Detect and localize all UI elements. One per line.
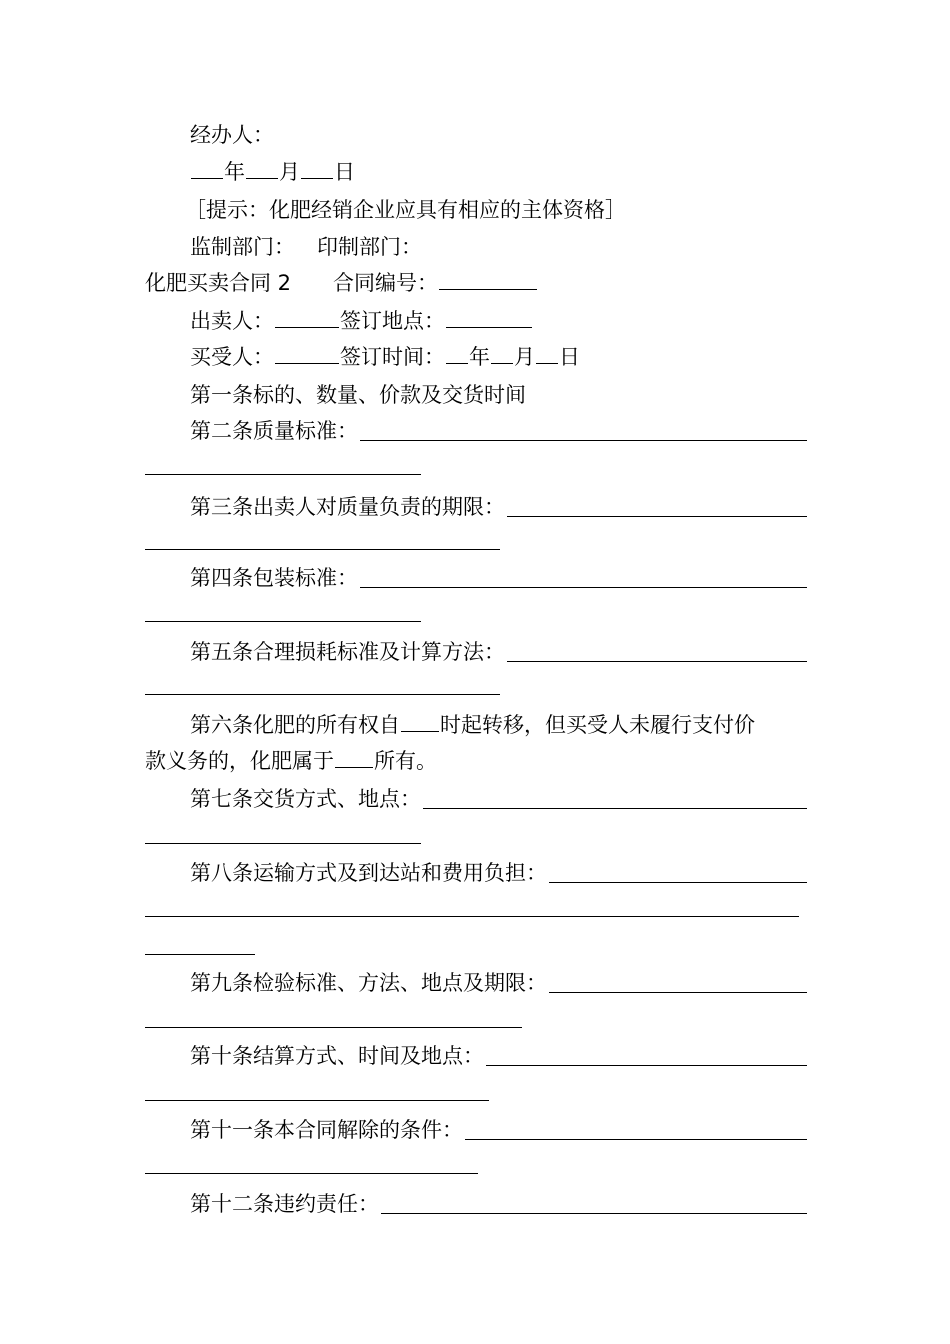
article-2 [145, 416, 807, 446]
article-1 [145, 380, 807, 410]
article-3-blank [507, 496, 807, 517]
article-10-blank-cont [145, 1100, 489, 1101]
article-12 [145, 1189, 807, 1219]
article-4-blank-cont [145, 621, 421, 622]
sign-year-label: 年 [469, 345, 490, 369]
article-6-text-2: 时起转移，但买受人未履行支付价 [440, 713, 755, 737]
article-6-line1 [145, 710, 807, 740]
contract-no-blank [439, 269, 537, 290]
seller-line [145, 306, 807, 336]
day-blank [301, 158, 333, 179]
print-label: 印制部门： [317, 235, 422, 259]
year-blank [191, 158, 223, 179]
article-10-text: 第十条结算方式、时间及地点： [190, 1044, 484, 1068]
title-line [145, 268, 807, 298]
buyer-line [145, 342, 807, 372]
day-label: 日 [334, 160, 355, 184]
article-4-text: 第四条包装标准： [190, 566, 358, 590]
article-6-line2 [145, 746, 807, 776]
article-4 [145, 563, 807, 593]
ownership-time-blank [401, 711, 439, 732]
article-9-text: 第九条检验标准、方法、地点及期限： [190, 971, 547, 995]
article-7 [145, 784, 807, 814]
article-7-blank-cont [145, 843, 421, 844]
tip-line [145, 195, 807, 225]
article-8-blank-cont-2 [145, 954, 255, 955]
buyer-blank [275, 343, 339, 364]
article-3-text: 第三条出卖人对质量负责的期限： [190, 495, 505, 519]
article-5-text: 第五条合理损耗标准及计算方法： [190, 640, 505, 664]
article-12-blank [381, 1193, 807, 1214]
article-6-text-1: 第六条化肥的所有权自 [190, 713, 400, 737]
article-5 [145, 637, 807, 667]
article-6-text-3: 款义务的，化肥属于 [145, 749, 334, 773]
article-10-blank [486, 1045, 807, 1066]
contract-no-label: 合同编号： [333, 271, 439, 295]
article-11-blank [465, 1119, 807, 1140]
sign-place-label: 签订地点： [340, 309, 445, 333]
article-7-blank [423, 788, 807, 809]
buyer-label: 买受人： [190, 345, 274, 369]
month-label: 月 [279, 160, 300, 184]
article-4-blank [360, 567, 807, 588]
article-5-blank-cont [145, 694, 500, 695]
sign-day-blank [536, 343, 558, 364]
seller-blank [275, 307, 339, 328]
year-label: 年 [224, 160, 245, 184]
article-8-text: 第八条运输方式及到达站和费用负担： [190, 861, 547, 885]
ownership-owner-blank [335, 747, 373, 768]
article-8-blank [549, 862, 807, 883]
departments-line [145, 232, 807, 262]
sign-year-blank [446, 343, 468, 364]
article-8 [145, 858, 807, 888]
sign-time-label: 签订时间： [340, 345, 445, 369]
handler-label: 经办人： [190, 123, 274, 147]
date-line [145, 157, 807, 187]
sign-place-blank [446, 307, 532, 328]
article-9 [145, 968, 807, 998]
article-11-blank-cont [145, 1173, 478, 1174]
handler-line [145, 120, 807, 150]
article-7-text: 第七条交货方式、地点： [190, 787, 421, 811]
article-11-text: 第十一条本合同解除的条件： [190, 1118, 463, 1142]
tip-text: ［提示：化肥经销企业应具有相应的主体资格］ [185, 198, 626, 222]
article-2-blank [360, 420, 807, 441]
article-12-text: 第十二条违约责任： [190, 1192, 379, 1216]
article-3 [145, 492, 807, 522]
seller-label: 出卖人： [190, 309, 274, 333]
article-8-blank-cont-1 [145, 916, 799, 917]
sign-month-blank [491, 343, 513, 364]
article-2-text: 第二条质量标准： [190, 419, 358, 443]
article-9-blank [549, 972, 807, 993]
supervise-label: 监制部门： [190, 235, 295, 259]
article-1-text: 第一条标的、数量、价款及交货时间 [190, 383, 526, 407]
sign-month-label: 月 [514, 345, 535, 369]
contract-title: 化肥买卖合同 2 [145, 271, 292, 295]
article-3-blank-cont [145, 549, 500, 550]
article-11 [145, 1115, 807, 1145]
month-blank [246, 158, 278, 179]
article-10 [145, 1041, 807, 1071]
article-9-blank-cont [145, 1027, 522, 1028]
article-5-blank [507, 641, 807, 662]
sign-day-label: 日 [559, 345, 580, 369]
article-6-text-4: 所有。 [374, 749, 437, 773]
article-2-blank-cont [145, 474, 421, 475]
